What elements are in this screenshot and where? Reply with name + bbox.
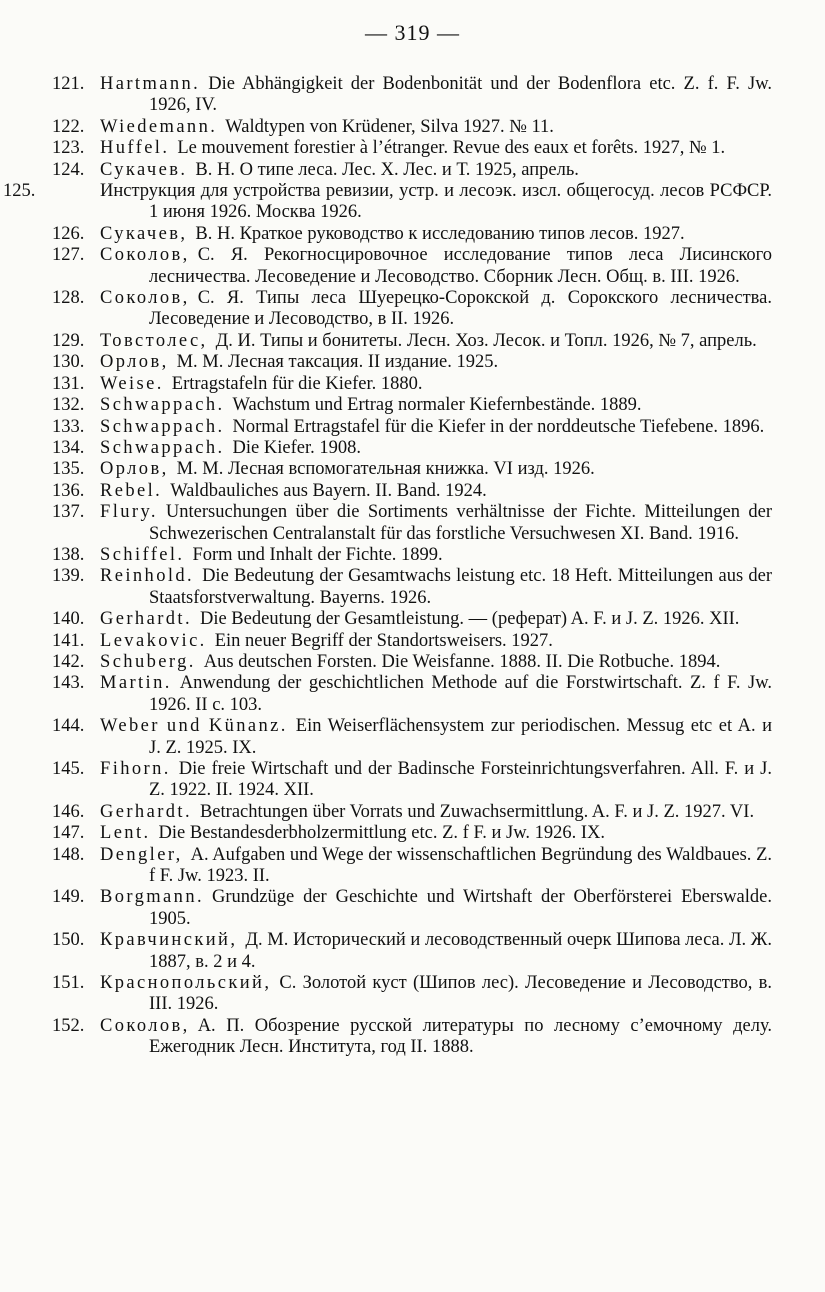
reference-text: Die Bedeutung der Gesamtwachs leistung etc. 18 Heft. Mitteilungen aus der Staatsforstverwaltung. Bayerns. 1926. (149, 566, 772, 608)
reference-text: М. М. Лесная вспомогательная книжка. VI изд. 1926. (176, 459, 595, 480)
reference-author: Соколов, (100, 245, 190, 266)
reference-entry (52, 502, 772, 545)
reference-author: Орлов, (100, 459, 169, 480)
reference-entry (52, 331, 772, 352)
reference-entry (52, 459, 772, 480)
reference-list (3, 74, 772, 1059)
reference-text: Ein Weiserflächensystem zur periodischen. Messug etc et A. и J. Z. 1925. IX. (149, 716, 772, 758)
reference-number: 132. (52, 395, 85, 416)
reference-author: Соколов, (100, 1015, 190, 1036)
reference-entry (52, 117, 772, 138)
reference-entry (52, 245, 772, 288)
reference-number: 128. (52, 288, 85, 309)
reference-number: 122. (52, 116, 85, 137)
reference-number: 121. (52, 74, 85, 94)
reference-number: 125. (3, 181, 36, 202)
reference-author: Schwappach. (100, 395, 225, 416)
reference-author: Schwappach. (100, 416, 225, 437)
reference-entry (52, 160, 772, 181)
reference-number: 131. (52, 373, 85, 394)
reference-text: Die Bestandesderbholzermittlung etc. Z. f F. и Jw. 1926. IX. (158, 823, 606, 844)
reference-entry (52, 374, 772, 395)
reference-number: 146. (52, 801, 85, 822)
reference-text: A. Aufgaben und Wege der wissenschaftlichen Begründung des Waldbaues. Z. f F. Jw. 1923. II. (149, 844, 772, 887)
reference-number: 124. (52, 159, 85, 180)
reference-text: Form und Inhalt der Fichte. 1899. (192, 544, 443, 565)
reference-text: В. Н. О типе леса. Лес. X. Лес. и Т. 1925, апрель. (195, 159, 579, 180)
reference-number: 143. (52, 673, 85, 694)
reference-author: Huffel. (100, 138, 170, 159)
reference-author: Кравчинский, (100, 930, 238, 951)
reference-text: Le mouvement forestier à l’étranger. Revue des eaux et forêts. 1927, № 1. (177, 138, 726, 159)
reference-number: 136. (52, 480, 85, 501)
reference-text: Anwendung der geschichtlichen Methode auf die Forstwirtschaft. Z. f F. Jw. 1926. II с. 103. (149, 673, 772, 715)
reference-author: Schiffel. (100, 544, 185, 565)
reference-number: 129. (52, 330, 85, 351)
reference-number: 133. (52, 416, 85, 437)
reference-text: Die Kiefer. 1908. (232, 437, 361, 458)
reference-entry (52, 352, 772, 373)
reference-text: В. Н. Краткое руководство к исследованию типов лесов. 1927. (195, 223, 685, 244)
reference-number: 126. (52, 223, 85, 244)
reference-author: Rebel. (100, 480, 163, 501)
reference-text: Die freie Wirtschaft und der Badinsche Forsteinrichtungsverfahren. All. F. и J. Z. 1922. II. 1924. XII. (149, 759, 772, 801)
reference-entry (52, 887, 772, 930)
reference-entry (52, 609, 772, 630)
reference-author: Weise. (100, 373, 164, 394)
reference-text: Die Abhängigkeit der Bodenbonität und der Bodenflora etc. Z. f. F. Jw. 1926, IV. (149, 74, 772, 116)
reference-entry (52, 74, 772, 117)
reference-entry (52, 973, 772, 1016)
reference-number: 148. (52, 844, 85, 865)
reference-text: Untersuchungen über die Sortiments verhältnisse der Fichte. Mitteilungen der Schwezerischen Centralanstalt für das forstliche Versuchwesen XI. Band. 1916. (149, 502, 772, 544)
reference-entry (52, 716, 772, 759)
reference-number: 150. (52, 930, 85, 951)
reference-text: Инструкция для устройства ревизии, устр. и лесоэк. изсл. общегосуд. лесов РСФСР. 1 июня 1926. Москва 1926. (100, 181, 772, 223)
reference-number: 144. (52, 716, 85, 737)
reference-author: Reinhold. (100, 566, 195, 587)
reference-text: Waldbauliches aus Bayern. II. Band. 1924. (170, 480, 487, 501)
reference-entry (52, 566, 772, 609)
reference-text: С. Золотой куст (Шипов лес). Лесоведение и Лесоводство, в. III. 1926. (149, 973, 772, 1015)
reference-author: Borgmann. (100, 887, 204, 908)
reference-entry (52, 224, 772, 245)
reference-text: М. М. Лесная таксация. II издание. 1925. (176, 352, 499, 373)
reference-author: Hartmann. (100, 74, 201, 94)
reference-text: Die Bedeutung der Gesamtleistung. — (реферат) A. F. и J. Z. 1926. XII. (199, 609, 740, 630)
reference-author: Wiedemann. (100, 116, 218, 137)
reference-number: 142. (52, 651, 85, 672)
reference-author: Сукачев. (100, 159, 188, 180)
reference-entry (52, 288, 772, 331)
reference-number: 123. (52, 138, 85, 159)
reference-author: Schwappach. (100, 437, 225, 458)
reference-author: Weber und Künanz. (100, 716, 288, 737)
reference-entry (52, 438, 772, 459)
reference-text: Д. И. Типы и бонитеты. Лесн. Хоз. Лесок. и Топл. 1926, № 7, апрель. (215, 330, 757, 351)
reference-number: 149. (52, 887, 85, 908)
reference-author: Орлов, (100, 352, 169, 373)
reference-text: Wachstum und Ertrag normaler Kiefernbestände. 1889. (232, 395, 642, 416)
reference-text: Grundzüge der Geschichte und Wirtshaft der Oberförsterei Eberswalde. 1905. (149, 887, 772, 929)
reference-text: А. П. Обозрение русской литературы по лесному с’емочному делу. Ежегодник Лесн. Института, год II. 1888. (149, 1015, 772, 1058)
reference-text: Ertragstafeln für die Kiefer. 1880. (171, 373, 423, 394)
reference-author: Martin. (100, 673, 172, 694)
reference-entry (52, 481, 772, 502)
reference-author: Lent. (100, 823, 151, 844)
reference-number: 145. (52, 759, 85, 779)
reference-number: 147. (52, 823, 85, 844)
reference-author: Товстолес, (100, 330, 208, 351)
reference-author: Dengler, (100, 844, 183, 865)
reference-text: Ein neuer Begriff der Standortsweisers. 1927. (214, 630, 553, 651)
reference-entry (52, 673, 772, 716)
reference-entry (52, 138, 772, 159)
reference-text: Д. М. Исторический и лесоводственный очерк Шипова леса. Л. Ж. 1887, в. 2 и 4. (149, 930, 772, 972)
reference-author: Flury. (100, 502, 158, 523)
reference-entry (52, 631, 772, 652)
reference-number: 140. (52, 609, 85, 630)
reference-entry (52, 545, 772, 566)
reference-text: С. Я. Рекогносцировочное исследование типов леса Лисинского лесничества. Лесоведение и Лесоводство. Сборник Лесн. Общ. в. III. 1926. (149, 245, 772, 287)
reference-entry (52, 1016, 772, 1059)
reference-author: Соколов, (100, 288, 190, 309)
reference-number: 138. (52, 544, 85, 565)
reference-number: 127. (52, 245, 85, 266)
reference-number: 141. (52, 630, 85, 651)
page-number: — 319 — (365, 20, 460, 45)
reference-author: Сукачев, (100, 223, 188, 244)
reference-text: Betrachtungen über Vorrats und Zuwachsermittlung. A. F. и J. Z. 1927. VI. (199, 801, 755, 822)
reference-author: Fihorn. (100, 759, 171, 779)
reference-number: 151. (52, 973, 85, 994)
reference-author: Краснопольский, (100, 973, 272, 994)
reference-author: Gerhardt. (100, 609, 192, 630)
reference-author: Schuberg. (100, 651, 196, 672)
reference-number: 139. (52, 566, 85, 587)
reference-text: Aus deutschen Forsten. Die Weisfanne. 1888. II. Die Rotbuche. 1894. (203, 651, 721, 672)
reference-entry (52, 845, 772, 888)
reference-text: Normal Ertragstafel für die Kiefer in der norddeutsche Tiefebene. 1896. (232, 416, 765, 437)
reference-text: Waldtypen von Krüdener, Silva 1927. № 11. (225, 116, 554, 137)
reference-entry (52, 395, 772, 416)
reference-entry (52, 417, 772, 438)
reference-text: С. Я. Типы леса Шуерецко-Сорокской д. Сорокского лесничества. Лесоведение и Лесоводство, в II. 1926. (149, 288, 772, 330)
reference-number: 137. (52, 502, 85, 523)
reference-entry (52, 802, 772, 823)
reference-entry (52, 823, 772, 844)
reference-entry (52, 930, 772, 973)
reference-number: 134. (52, 437, 85, 458)
reference-entry (52, 652, 772, 673)
reference-number: 152. (52, 1015, 85, 1036)
reference-author: Levakovic. (100, 630, 207, 651)
reference-number: 135. (52, 459, 85, 480)
reference-entry (52, 759, 772, 802)
reference-number: 130. (52, 352, 85, 373)
reference-author: Gerhardt. (100, 801, 192, 822)
reference-entry (3, 181, 772, 224)
